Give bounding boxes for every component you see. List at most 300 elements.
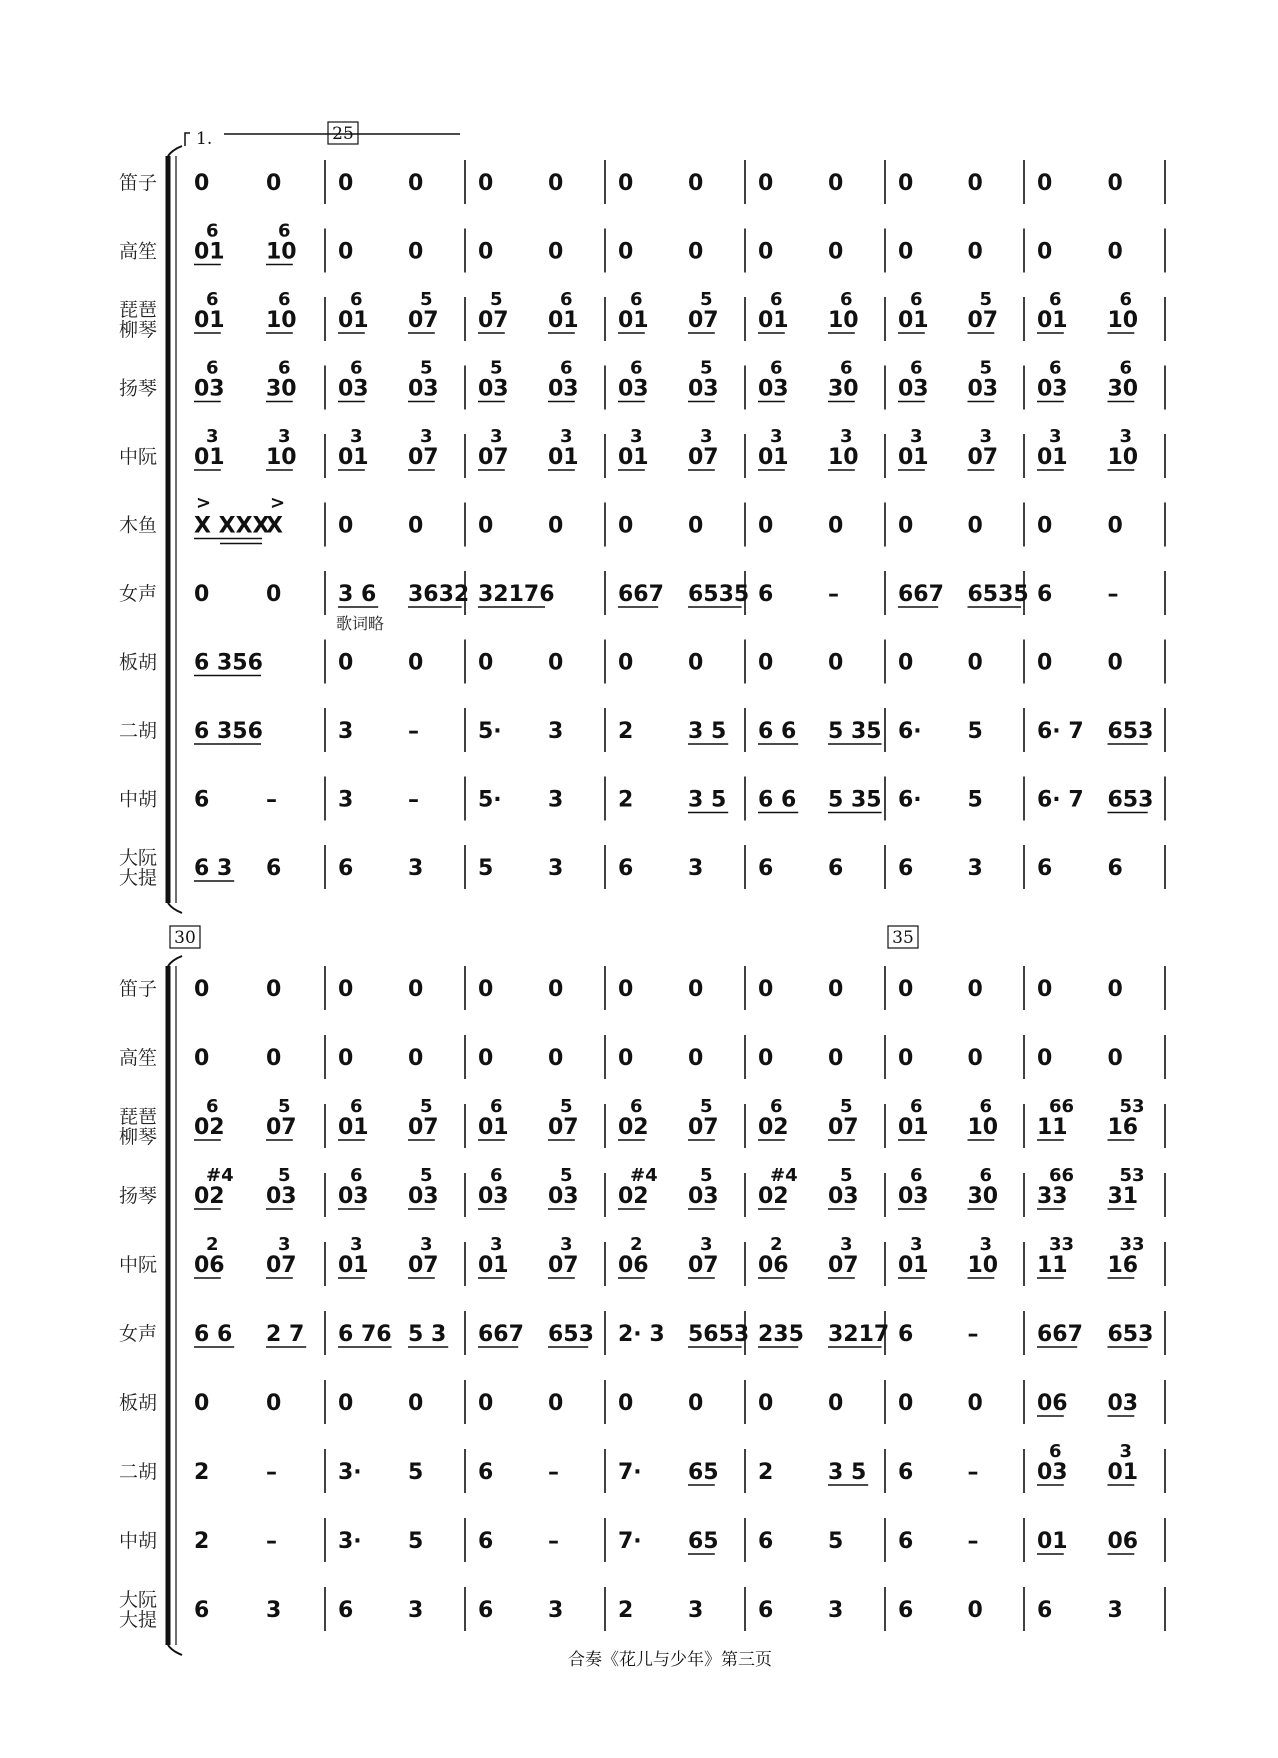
note-group: 03 (478, 1184, 509, 1209)
note-group: 3 (967, 856, 983, 881)
note-group: 16 (1107, 1115, 1139, 1140)
note-group: 3 (688, 856, 704, 881)
note-group: – (408, 719, 419, 744)
note-group: – (408, 787, 419, 813)
chord-upper-note: 3 (700, 426, 713, 447)
note-group: 3 (408, 1598, 424, 1623)
note-group: 01 (898, 1253, 929, 1278)
chord-upper-note: 6 (910, 1165, 923, 1186)
note-group: 3 (548, 787, 564, 813)
note-group: 0 (478, 513, 494, 539)
instrument-name: 大提 (118, 867, 158, 889)
note-group: 03 (898, 376, 929, 402)
note-group: 6535 (967, 582, 1029, 607)
note-group: 0 (194, 1391, 210, 1416)
chord-upper-note: 3 (350, 426, 363, 447)
note-group: 0 (338, 239, 354, 265)
note-group: 01 (478, 1115, 509, 1140)
chord-upper-note: 3 (490, 1234, 503, 1255)
note-group: 06 (1037, 1391, 1068, 1416)
note-group: 07 (548, 1253, 579, 1278)
instrument-name: 扬琴 (118, 377, 158, 400)
note-group: 0 (266, 1391, 282, 1416)
chord-upper-note: 3 (1119, 1441, 1133, 1462)
chord-upper-note: 5 (560, 1096, 573, 1117)
note-group: 06 (758, 1253, 789, 1278)
note-group: 0 (408, 171, 424, 196)
note-group: 11 (1037, 1115, 1068, 1140)
note-group: 0 (618, 1391, 634, 1416)
note-group: 0 (898, 1391, 914, 1416)
chord-upper-note: 3 (278, 1234, 291, 1255)
note-group: 01 (758, 308, 789, 333)
chord-upper-note: 3 (910, 426, 923, 447)
note-group: – (967, 1460, 979, 1485)
chord-upper-note: #4 (770, 1165, 798, 1186)
note-group: 01 (338, 1115, 369, 1140)
note-group: 0 (338, 1046, 354, 1071)
note-group: 0 (898, 239, 914, 265)
note-group: 02 (618, 1115, 649, 1140)
instrument-name: 柳琴 (118, 319, 158, 341)
chord-upper-note: 5 (420, 289, 433, 310)
note-group: 6 356 (194, 719, 263, 744)
chord-upper-note: 3 (490, 426, 503, 447)
note-group: 6 (898, 856, 914, 881)
chord-upper-note: 6 (350, 289, 363, 310)
note-group: 01 (1037, 308, 1068, 333)
chord-upper-note: 6 (560, 357, 573, 379)
chord-upper-note: 5 (700, 357, 713, 379)
chord-upper-note: #4 (206, 1165, 234, 1186)
chord-upper-note: 6 (560, 289, 573, 310)
note-group: 03 (967, 376, 999, 402)
chord-upper-note: 6 (206, 357, 219, 379)
note-group: 6 (758, 1598, 774, 1623)
note-group: 6 (478, 1460, 494, 1485)
note-group: 0 (828, 1391, 844, 1416)
note-group: 7· (618, 1529, 642, 1554)
chord-upper-note: 3 (420, 1234, 433, 1255)
bracket-cap-bottom (168, 1645, 182, 1655)
note-group: 0 (898, 1046, 914, 1071)
note-group: 0 (1107, 650, 1123, 676)
chord-upper-note: 5 (490, 289, 503, 310)
note-group: 07 (408, 1253, 439, 1278)
note-group: 0 (828, 1046, 844, 1071)
note-group: 3 (338, 719, 354, 744)
note-group: 30 (967, 1184, 999, 1209)
note-group: 3 (548, 856, 564, 881)
note-group: 7· (618, 1460, 642, 1485)
note-group: 6 3 (194, 856, 233, 881)
chord-upper-note: 6 (770, 357, 783, 379)
note-group: 5653 (688, 1322, 750, 1347)
note-group: 10 (967, 1115, 999, 1140)
bracket-cap-top (168, 956, 182, 966)
chord-upper-note: 6 (630, 357, 643, 379)
note-group: 03 (478, 376, 509, 402)
note-group: 16 (1107, 1253, 1139, 1278)
note-group: 11 (1037, 1253, 1068, 1278)
note-group: 0 (408, 1046, 424, 1071)
note-group: 06 (1107, 1529, 1139, 1554)
note-group: 3 (548, 1598, 564, 1623)
page-footer-title: 合奏《花儿与少年》第三页 (568, 1650, 772, 1670)
note-group: 0 (898, 513, 914, 539)
note-group: 07 (266, 1115, 297, 1140)
note-group: 0 (758, 1046, 774, 1071)
note-group: 3 (338, 787, 354, 813)
note-group: 0 (478, 977, 494, 1002)
lyric-note: 歌词略 (336, 614, 385, 633)
note-group: 0 (758, 650, 774, 676)
chord-upper-note: 2 (770, 1234, 783, 1255)
chord-upper-note: 3 (770, 426, 783, 447)
chord-upper-note: 6 (206, 220, 219, 242)
chord-upper-note: 6 (350, 357, 363, 379)
chord-upper-note: 5 (278, 1165, 291, 1186)
instrument-name: 板胡 (118, 651, 158, 674)
note-group: 01 (478, 1253, 509, 1278)
note-group: 6 (898, 1598, 914, 1623)
rehearsal-mark: 25 (332, 124, 354, 144)
chord-upper-note: 6 (278, 220, 291, 242)
note-group: 65 (688, 1529, 719, 1554)
note-group: 07 (548, 1115, 579, 1140)
note-group: 0 (548, 171, 564, 196)
note-group: – (1107, 582, 1119, 607)
note-group: 3 (688, 1598, 704, 1623)
note-group: 31 (1107, 1184, 1139, 1209)
note-group: 6· 7 (1037, 787, 1084, 813)
note-group: 0 (758, 239, 774, 265)
note-group: 01 (194, 308, 225, 333)
note-group: 0 (548, 1046, 564, 1071)
note-group: 0 (338, 513, 354, 539)
note-group: 0 (758, 171, 774, 196)
note-group: 0 (408, 1391, 424, 1416)
note-group: 01 (898, 1115, 929, 1140)
note-group: 07 (967, 308, 999, 333)
note-group: X (266, 513, 283, 539)
chord-upper-note: 66 (1049, 1165, 1075, 1186)
note-group: 0 (548, 239, 564, 265)
note-group: 01 (338, 308, 369, 333)
note-group: 10 (828, 308, 859, 333)
note-group: 6 (478, 1598, 494, 1623)
note-group: 0 (478, 171, 494, 196)
chord-upper-note: 3 (979, 1234, 993, 1255)
chord-upper-note: 3 (910, 1234, 923, 1255)
note-group: 01 (758, 445, 789, 470)
note-group: 0 (266, 977, 282, 1002)
note-group: 2 (618, 1598, 634, 1623)
note-group: 6 (1037, 582, 1053, 607)
note-group: 5 (478, 856, 494, 881)
note-group: 03 (1037, 1460, 1068, 1485)
chord-upper-note: 3 (700, 1234, 713, 1255)
chord-upper-note: 53 (1119, 1096, 1145, 1117)
note-group: – (548, 1460, 559, 1485)
note-group: 0 (758, 977, 774, 1002)
note-group: 07 (408, 308, 439, 333)
note-group: 02 (758, 1184, 789, 1209)
note-group: 6 76 (338, 1322, 392, 1347)
note-group: 0 (967, 977, 983, 1002)
note-group: 6 (898, 1460, 914, 1485)
note-group: 0 (408, 239, 424, 265)
note-group: 0 (1037, 977, 1053, 1002)
accent-mark: > (196, 492, 212, 514)
chord-upper-note: 3 (979, 426, 993, 447)
note-group: – (548, 1529, 559, 1554)
note-group: 2· 3 (618, 1322, 665, 1347)
note-group: 10 (828, 445, 859, 470)
instrument-name: 高笙 (118, 240, 158, 263)
note-group: 667 (898, 582, 944, 607)
chord-upper-note: 5 (700, 289, 713, 310)
note-group: 3 (266, 1598, 282, 1623)
chord-upper-note: 5 (700, 1096, 713, 1117)
note-group: 0 (967, 1598, 983, 1623)
note-group: 2 (618, 787, 634, 813)
note-group: 0 (194, 977, 210, 1002)
note-group: 3· (338, 1529, 362, 1554)
note-group: 07 (688, 1253, 719, 1278)
note-group: 5 3 (408, 1322, 447, 1347)
note-group: 10 (1107, 308, 1139, 333)
note-group: 0 (194, 582, 210, 607)
note-group: 07 (688, 308, 719, 333)
note-group: 03 (548, 1184, 579, 1209)
note-group: 10 (266, 239, 297, 265)
note-group: 0 (828, 977, 844, 1002)
note-group: 07 (828, 1253, 859, 1278)
volta-label: 1. (196, 129, 213, 149)
chord-upper-note: 5 (840, 1165, 853, 1186)
note-group: 0 (1107, 1046, 1123, 1071)
note-group: 6 (828, 856, 844, 881)
note-group: 03 (266, 1184, 297, 1209)
note-group: 0 (266, 1046, 282, 1071)
note-group: 02 (194, 1184, 225, 1209)
note-group: 3 (408, 856, 424, 881)
note-group: 0 (688, 1046, 704, 1071)
chord-upper-note: 5 (700, 1165, 713, 1186)
note-group: 2 (758, 1460, 774, 1485)
note-group: 30 (266, 376, 297, 402)
note-group: – (828, 582, 839, 607)
note-group: 0 (1037, 513, 1053, 539)
note-group: 0 (338, 1391, 354, 1416)
chord-upper-note: 6 (630, 1096, 643, 1117)
note-group: 6 356 (194, 650, 263, 676)
note-group: 0 (266, 171, 282, 196)
note-group: 03 (548, 376, 579, 402)
note-group: 6 (1037, 856, 1053, 881)
chord-upper-note: 6 (278, 289, 291, 310)
note-group: 0 (266, 582, 282, 607)
note-group: 0 (618, 171, 634, 196)
note-group: 0 (1037, 171, 1053, 196)
chord-upper-note: 6 (840, 289, 853, 310)
note-group: 01 (618, 445, 649, 470)
note-group: 6 (266, 856, 282, 881)
note-group: 6 (194, 1598, 210, 1623)
instrument-name: 大阮 (118, 1589, 158, 1611)
chord-upper-note: 2 (630, 1234, 643, 1255)
note-group: 01 (898, 308, 929, 333)
note-group: 0 (688, 239, 704, 265)
note-group: 0 (618, 977, 634, 1002)
note-group: 06 (618, 1253, 649, 1278)
note-group: 03 (338, 376, 369, 402)
instrument-name: 板胡 (118, 1392, 158, 1414)
note-group: 0 (408, 650, 424, 676)
note-group: 07 (967, 445, 999, 470)
note-group: 03 (338, 1184, 369, 1209)
note-group: 3 (548, 719, 564, 744)
note-group: 6 (758, 582, 774, 607)
note-group: 6 (194, 787, 210, 813)
chord-upper-note: 3 (840, 1234, 853, 1255)
note-group: 06 (194, 1253, 225, 1278)
note-group: 6· 7 (1037, 719, 1084, 744)
chord-upper-note: 5 (420, 357, 433, 379)
note-group: 6 (758, 856, 774, 881)
chord-upper-note: 3 (630, 426, 643, 447)
bracket-cap-bottom (168, 903, 182, 913)
note-group: 653 (548, 1322, 594, 1347)
instrument-name: 中胡 (118, 1530, 158, 1552)
note-group: 0 (478, 1046, 494, 1071)
note-group: 6 (338, 1598, 354, 1623)
note-group: 235 (758, 1322, 804, 1347)
note-group: 5 (828, 1529, 844, 1554)
chord-upper-note: #4 (630, 1165, 658, 1186)
note-group: 0 (688, 1391, 704, 1416)
note-group: – (967, 1529, 979, 1554)
instrument-name: 柳琴 (118, 1126, 158, 1148)
note-group: 01 (194, 445, 225, 470)
chord-upper-note: 5 (979, 289, 993, 310)
note-group: 01 (338, 1253, 369, 1278)
note-group: 03 (1037, 376, 1068, 402)
note-group: 01 (1037, 445, 1068, 470)
note-group: 0 (688, 977, 704, 1002)
chord-upper-note: 5 (490, 357, 503, 379)
note-group: 03 (828, 1184, 859, 1209)
note-group: 0 (548, 977, 564, 1002)
note-group: 02 (194, 1115, 225, 1140)
chord-upper-note: 5 (278, 1096, 291, 1117)
chord-upper-note: 3 (840, 426, 853, 447)
note-group: 0 (967, 650, 983, 676)
instrument-name: 琵琶 (118, 299, 158, 321)
chord-upper-note: 6 (206, 289, 219, 310)
chord-upper-note: 5 (840, 1096, 853, 1117)
chord-upper-note: 3 (560, 1234, 573, 1255)
note-group: 6 (478, 1529, 494, 1554)
note-group: 0 (967, 171, 983, 196)
note-group: X XXX (194, 513, 270, 539)
note-group: – (266, 1460, 277, 1485)
note-group: 2 (618, 719, 634, 744)
note-group: 3 5 (828, 1460, 867, 1485)
note-group: 01 (1037, 1529, 1068, 1554)
note-group: 01 (548, 445, 579, 470)
chord-upper-note: 6 (350, 1165, 363, 1186)
note-group: 3632 (408, 582, 470, 607)
chord-upper-note: 3 (278, 426, 291, 447)
note-group: 33 (1037, 1184, 1068, 1209)
instrument-name: 大提 (118, 1609, 158, 1631)
note-group: 0 (758, 1391, 774, 1416)
note-group: 6 6 (194, 1322, 233, 1347)
note-group: 0 (1037, 650, 1053, 676)
chord-upper-note: 3 (350, 1234, 363, 1255)
note-group: 0 (548, 650, 564, 676)
note-group: 5 (967, 719, 983, 744)
note-group: 03 (1107, 1391, 1139, 1416)
chord-upper-note: 6 (910, 1096, 923, 1117)
note-group: 30 (828, 376, 859, 402)
instrument-name: 扬琴 (118, 1185, 158, 1207)
note-group: 10 (266, 308, 297, 333)
note-group: 6 6 (758, 787, 797, 813)
note-group: 5· (478, 787, 502, 813)
note-group: 0 (688, 650, 704, 676)
chord-upper-note: 6 (910, 289, 923, 310)
note-group: 0 (1037, 239, 1053, 265)
note-group: 0 (828, 513, 844, 539)
note-group: 0 (1107, 239, 1123, 265)
note-group: 0 (618, 1046, 634, 1071)
chord-upper-note: 3 (420, 426, 433, 447)
note-group: 0 (758, 513, 774, 539)
note-group: 0 (967, 239, 983, 265)
note-group: 3 (828, 1598, 844, 1623)
instrument-name: 大阮 (118, 847, 158, 869)
note-group: 07 (478, 308, 509, 333)
note-group: 0 (688, 171, 704, 196)
note-group: 2 (194, 1460, 210, 1485)
note-group: 3 6 (338, 582, 377, 607)
note-group: 667 (1037, 1322, 1083, 1347)
note-group: 6 (898, 1322, 914, 1347)
note-group: 07 (408, 1115, 439, 1140)
note-group: 07 (266, 1253, 297, 1278)
chord-upper-note: 33 (1119, 1234, 1145, 1255)
instrument-name: 木鱼 (118, 514, 158, 537)
note-group: 03 (758, 376, 789, 402)
chord-upper-note: 6 (1049, 1441, 1062, 1462)
note-group: 0 (1107, 977, 1123, 1002)
rehearsal-mark: 30 (174, 928, 196, 948)
volta-bracket (185, 133, 190, 146)
note-group: 10 (1107, 445, 1139, 470)
note-group: 0 (338, 650, 354, 676)
note-group: 0 (967, 1391, 983, 1416)
note-group: 5 (967, 787, 983, 813)
note-group: 10 (266, 445, 297, 470)
note-group: 02 (758, 1115, 789, 1140)
note-group: 0 (194, 171, 210, 196)
note-group: 0 (618, 239, 634, 265)
note-group: 6 (898, 1529, 914, 1554)
note-group: 6535 (688, 582, 750, 607)
